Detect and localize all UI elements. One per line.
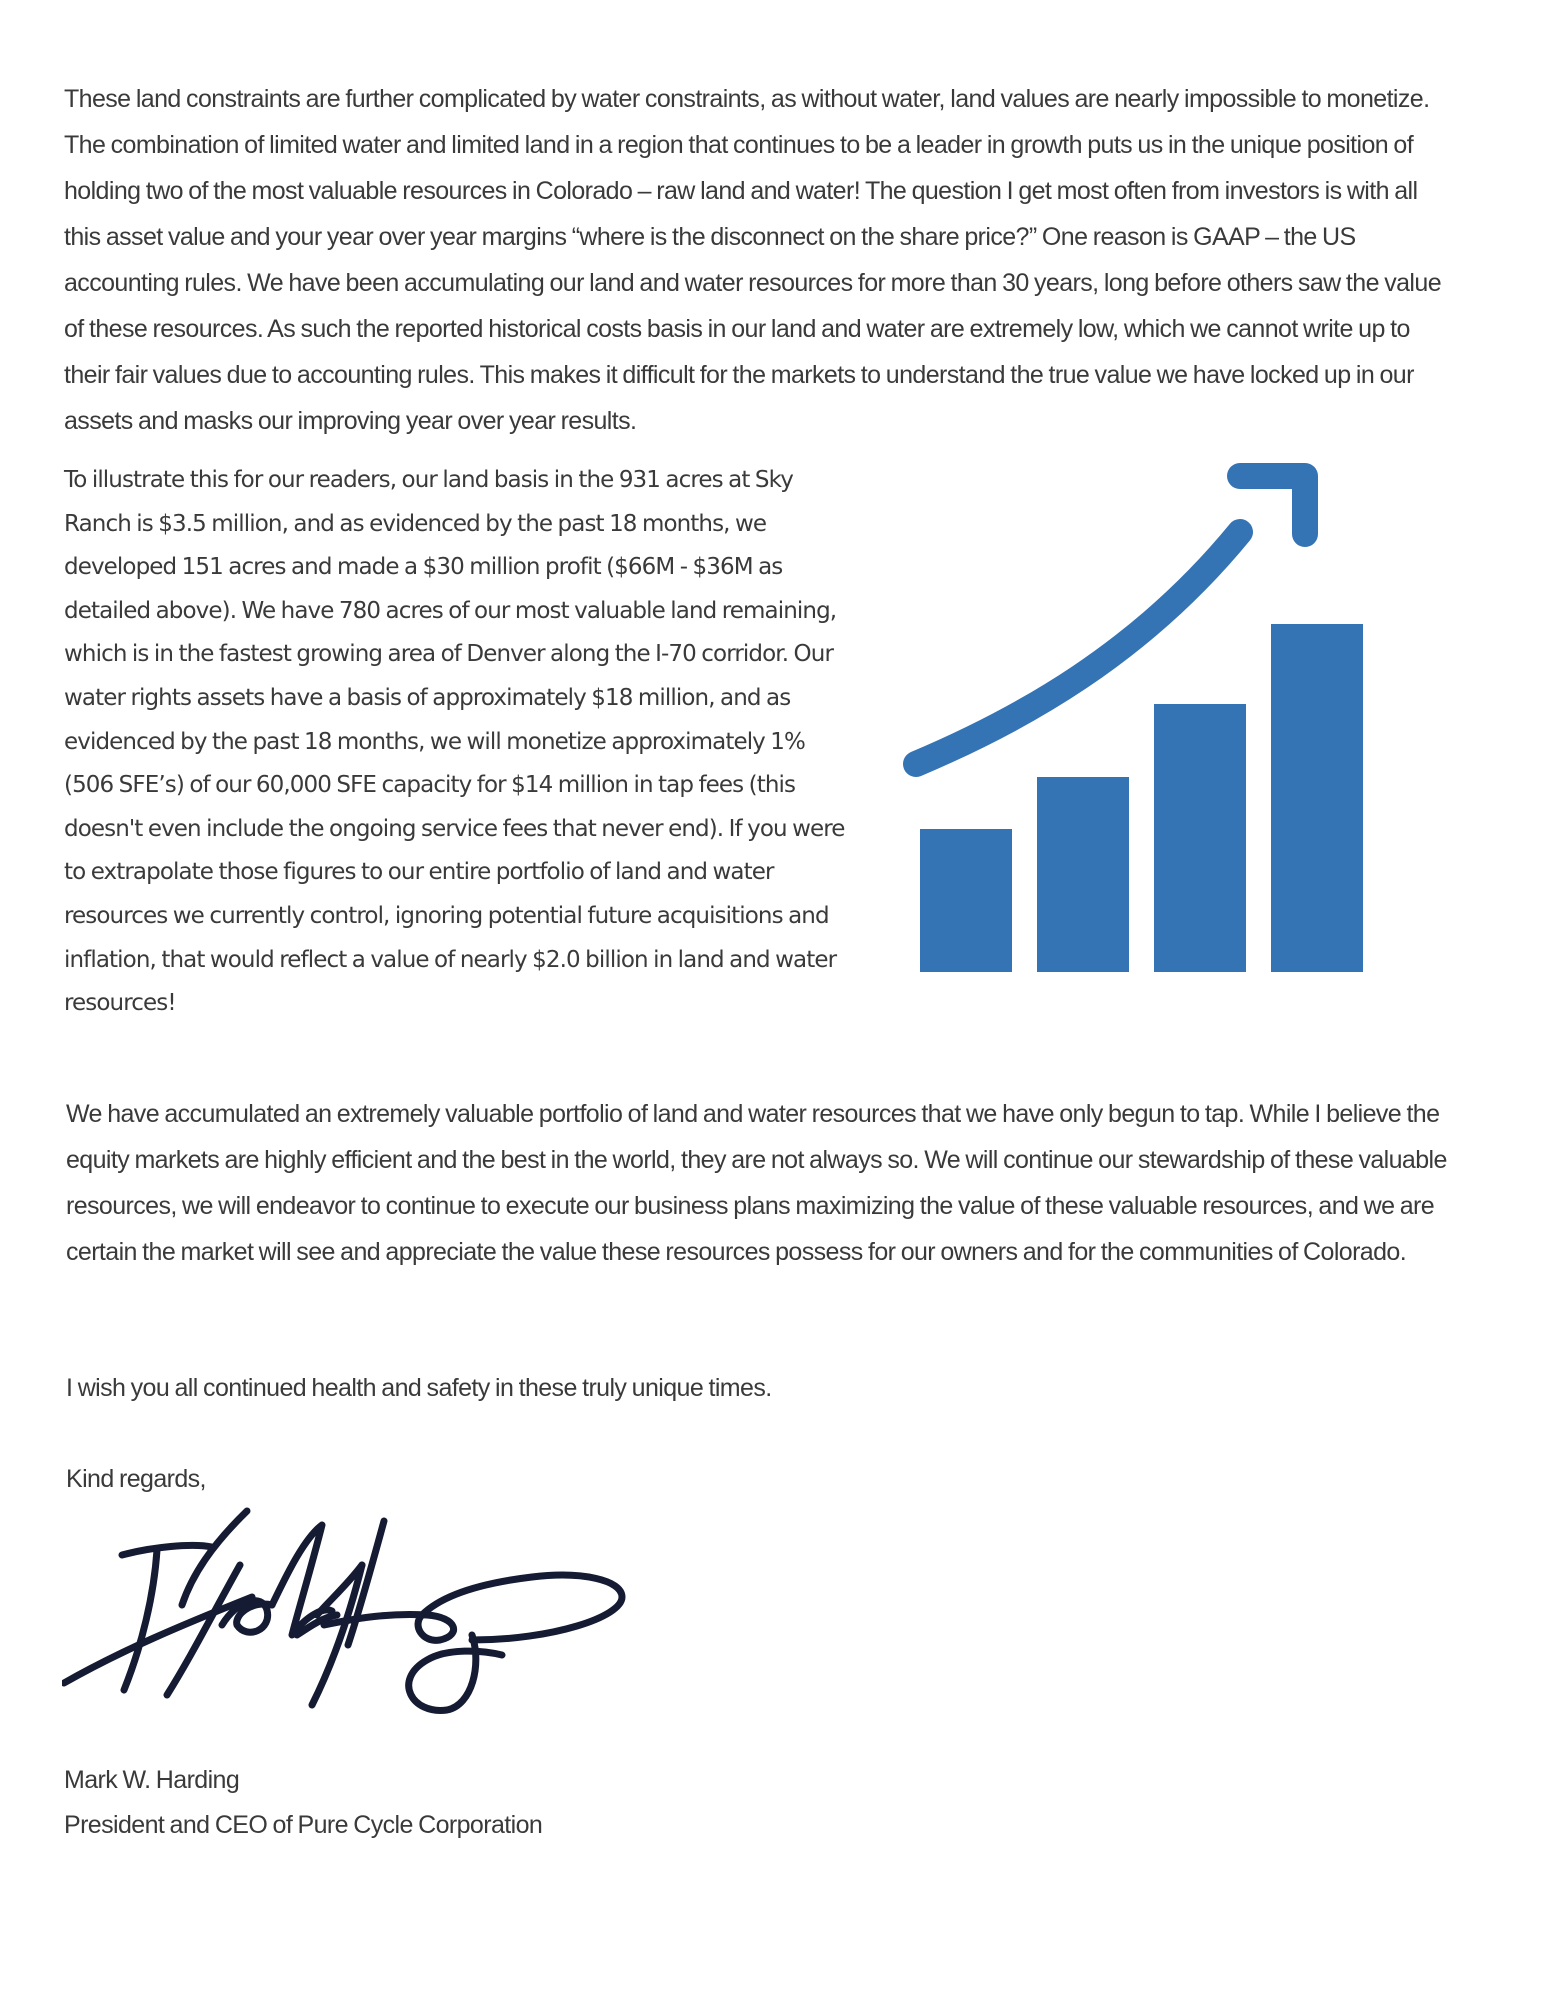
paragraph-illustration: To illustrate this for our readers, our land basis in the 931 acres at Sky Ranch is $3.5 million, and as evidenced by the past 18 months, we developed 151 acres and made a $30 million profit ($66M - $36M as detailed above). We have 780 acres of our most valuable land remaining, which is in the fastest growing area of Denver along the I-70 corridor. Our water rights assets have a basis of approximately $18 million, and as evidenced by the past 18 months, we will monetize approximately 1% (506 SFE’s) of our 60,000 SFE capacity for $14 million in tap fees (this doesn't even include the ongoing service fees that never end). If you were to extrapolate those figures to our entire portfolio of land and water resources we currently control, ignoring potential future acquisitions and inflation, that would reflect a value of nearly $2.0 billion in land and water resources!: [64, 467, 845, 1017]
paragraph-land-water-constraints: These land constraints are further complicated by water constraints, as without water, land values are nearly impossible to monetize. The combination of limited water and limited land in a region that continues to be a leader in growth puts us in the unique position of holding two of the most valuable resources in Colorado – raw land and water! The question I get most often from investors is with all this asset value and your year over year margins “where is the disconnect on the share price?” One reason is GAAP – the US accounting rules. We have been accumulating our land and water resources for more than 30 years, long before others saw the value of these resources. As such the reported historical costs basis in our land and water are extremely low, which we cannot write up to their fair values due to accounting rules. This makes it difficult for the markets to understand the true value we have locked up in our assets and masks our improving year over year results.: [64, 85, 1441, 435]
growth-bar-1: [920, 829, 1012, 972]
paragraph-wishes: I wish you all continued health and safety in these truly unique times.: [66, 1374, 772, 1402]
handwritten-signature: [62, 1505, 682, 1720]
growth-bar-2: [1037, 777, 1129, 972]
growth-bar-3: [1154, 704, 1246, 972]
signatory-name: Mark W. Harding: [64, 1766, 240, 1794]
closing-salutation: Kind regards,: [66, 1465, 206, 1493]
paragraph-portfolio: We have accumulated an extremely valuable portfolio of land and water resources that we have only begun to tap. While I believe the equity markets are highly efficient and the best in the world, they are not always so. We will continue our stewardship of these valuable resources, we will endeavor to continue to execute our business plans maximizing the value of these valuable resources, and we are certain the market will see and appreciate the value these resources possess for our owners and for the communities of Colorado.: [66, 1100, 1447, 1266]
growth-bar-chart-icon: [900, 462, 1400, 992]
growth-bar-4: [1271, 624, 1363, 972]
signatory-title: President and CEO of Pure Cycle Corporation: [64, 1811, 543, 1839]
